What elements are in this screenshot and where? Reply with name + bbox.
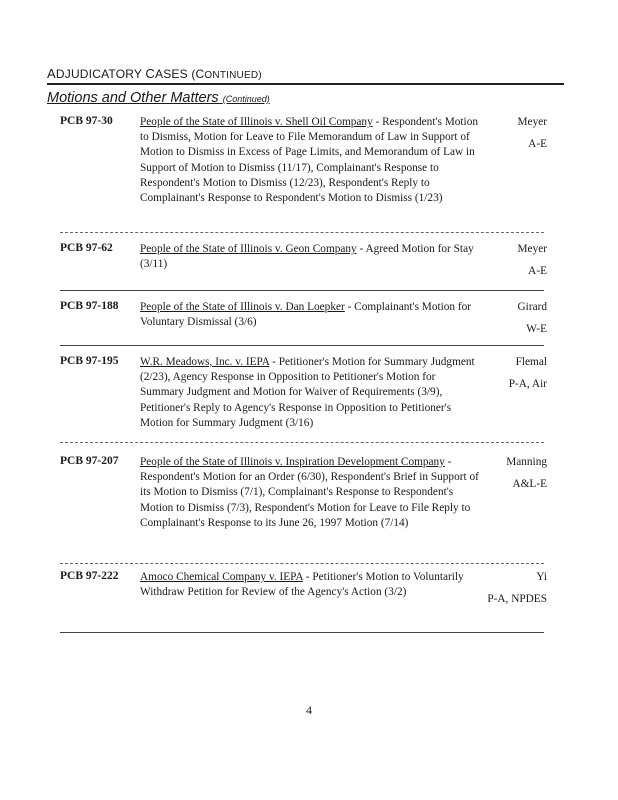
board-member: Flemal: [515, 356, 547, 368]
case-description: [140, 115, 480, 206]
case-description: [140, 455, 480, 531]
case-separator: [60, 563, 544, 564]
case-description: [140, 242, 480, 272]
case-number: PCB 97-222: [60, 570, 119, 582]
case-meta: [477, 115, 547, 151]
case-title: People of the State of Illinois v. Inspiration Development Company: [140, 456, 445, 468]
case-description: [140, 355, 480, 431]
subsection-title: [47, 90, 270, 106]
section-header: [47, 66, 262, 81]
case-description: [140, 300, 480, 330]
case-title: People of the State of Illinois v. Shell Oil Company: [140, 116, 373, 128]
case-number: PCB 97-30: [60, 115, 113, 127]
case-number: PCB 97-188: [60, 300, 119, 312]
section-title-initial-2: C: [145, 66, 155, 81]
board-member: Girard: [517, 301, 547, 313]
case-separator: [60, 345, 544, 346]
board-member: Yi: [536, 571, 547, 583]
case-meta: [477, 570, 547, 606]
subsection-text: Motions and Other Matters: [47, 90, 219, 106]
case-type: A&L-E: [512, 478, 547, 490]
case-separator: [60, 442, 544, 443]
case-type: P-A, Air: [508, 378, 547, 390]
case-motions: - Petitioner's Motion to Voluntarily Withdraw Petition for Review of the Agency's Action (3/2): [140, 571, 464, 599]
case-title: Amoco Chemical Company v. IEPA: [140, 571, 303, 583]
section-continued-open: (C: [191, 67, 205, 81]
case-meta: [477, 300, 547, 336]
case-type: A-E: [528, 138, 547, 150]
case-number: PCB 97-195: [60, 355, 119, 367]
case-type: A-E: [528, 265, 547, 277]
case-motions: - Agreed Motion for Stay (3/11): [140, 243, 474, 271]
case-meta: [477, 455, 547, 491]
case-number: PCB 97-62: [60, 242, 113, 254]
case-motions: - Respondent's Motion to Dismiss, Motion for Leave to File Memorandum of Law in Support of Motion to Dismiss in Excess of Page Limits, and Memorandum of Law in Support of Motion to Dismiss (11/17), Complainant's Response to Respondent's Motion to Dismiss (12/23), Respondent's Reply to Complainant's Response to Respondent's Motion to Dismiss (1/23): [140, 116, 478, 205]
header-rule: [47, 83, 564, 85]
case-title: W.R. Meadows, Inc. v. IEPA: [140, 356, 270, 368]
case-separator: [60, 632, 544, 633]
page-number: 4: [306, 703, 312, 717]
board-member: Manning: [506, 456, 547, 468]
case-type: P-A, NPDES: [487, 593, 547, 605]
case-type: W-E: [526, 323, 547, 335]
case-title: People of the State of Illinois v. Dan Loepker: [140, 301, 345, 313]
section-continued-rest: ONTINUED): [204, 70, 262, 81]
subsection-continued: (Continued): [222, 94, 270, 104]
case-title: People of the State of Illinois v. Geon Company: [140, 243, 357, 255]
board-member: Meyer: [517, 116, 547, 128]
case-description: [140, 570, 480, 600]
section-title-initial: A: [47, 66, 56, 81]
case-motions: - Petitioner's Motion for Summary Judgment (2/23), Agency Response in Opposition to Petitioner's Motion for Summary Judgment and Motion for Waiver of Requirements (3/9), Petitioner's Reply to Agency's Response in Opposition to Petitioner's Motion for Summary Judgment (3/16): [140, 356, 475, 429]
board-member: Meyer: [517, 243, 547, 255]
case-meta: [477, 355, 547, 391]
case-separator: [60, 290, 544, 291]
section-title-text: DJUDICATORY: [55, 67, 146, 81]
case-meta: [477, 242, 547, 278]
section-title-text-2: ASES: [155, 67, 192, 81]
case-separator: [60, 232, 544, 233]
case-number: PCB 97-207: [60, 455, 119, 467]
case-motions: - Respondent's Motion for an Order (6/30), Respondent's Brief in Support of its Motion to Dismiss (7/1), Complainant's Response to Respondent's Motion to Dismiss (7/3), Respondent's Motion for Leave to File Reply to Complainant's Response to its June 26, 1997 Motion (7/14): [140, 456, 479, 529]
case-motions: - Complainant's Motion for Voluntary Dismissal (3/6): [140, 301, 472, 329]
